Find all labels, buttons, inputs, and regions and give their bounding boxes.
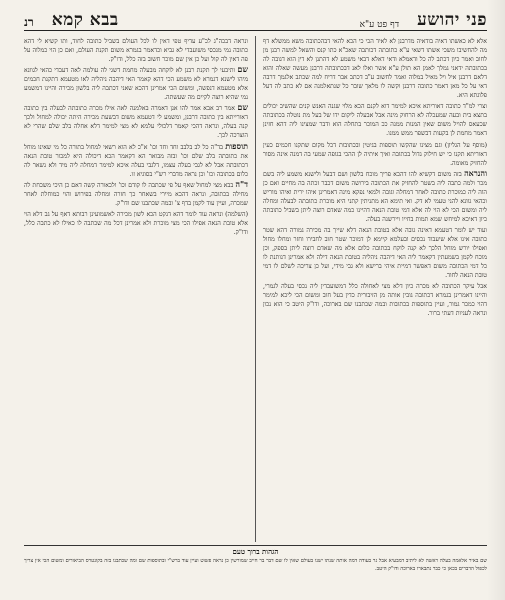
footer-notes: שם באיר אלאמה בעלה ראשה לא ליתיב דמבעיא אבל גר בעודה דמה אותה שנתו ישנו בעולם שאין לו שם דבר בר חייב שמורשין כן נראה פשוט ועיין עוד ברש"י ובתוספות שם ומה שכתבנו בזה בקונטרס הביאורים ומשום הכי אין צריך לכפול הדברים בכאן כי כבר נתבארו בארוכה ודו"ק היטב. (24, 558, 487, 572)
tractate-title: בבא קמא (51, 10, 119, 30)
commentary-paragraph: והנראה בזה משום דקשיא להו דהכא פריך מוכח בלשון ושם דבעל ולישנא משמע ליה בשם מכר ולמה כתבה ליה בשטר להחזיק את הכתובה בירושה משום דכבר זכתה בה מחיים ואם כן הוה ליה כמוכרת כתובה לאחר דמחלה וגובה ולמאי נפקא מינה דאמרינן איהו ירית ואיהו מוריש וכהאי גוונא להני טעמי לא דק. ואי תימא הא מתניתין קתני היא מוכרת כתובתה לבעלה ומחלה ליה ומשום הכי לא הוי לה אלא דמי טובת הנאה דהיינו כמה שאדם רוצה ליתן בשביל כתובתה כיון דאיכא למיחש שמא תמות בחייו ויירשנה בעלה. (263, 167, 487, 223)
page-edge-shadow (487, 0, 505, 600)
right-column (263, 36, 487, 542)
commentary-paragraph: ונראה דבכה"ג לכ"ע עדיף טפי דאין לו לכל העולם בשביל כתובה לחוד, ותו קשיא לי דהא כתובה נמי מנכסי משועבדי לא גביא וכדאמר בגמרא משום תקנת העולם, ואם כן הוי כמלוה על פה דאין לה קול ועל כן אין שם מוכר חשוב בזה כלל, ודו"ק. (24, 38, 248, 64)
commentary-paragraph: ד"ה בבא מצי למחול שאף על פי שכתבה לו קודם וכו' ולכאורה קשה דאם כן היכי משכחת לה מחילה בכתובה, ונראה דהכא מיירי בשאחר כך חזרה ומחלה בפירוש והוי כמוחלת לאחר שמכרה, ועיין עוד לקמן בדף צ' ובמה שכתבנו שם ודו"ק. (24, 178, 248, 207)
commentary-paragraph: שם ותיבעי לך תקנת רבנן לא לוקחה מבעלה מחמת דשגי לה עולמה לאה דעבדי כהאי לגוונא מיהו לישנא דגמרא לא משמע הכי דהא קאמר האי דיהבה ניהליה לאו מטעמא דתקנת חכמים אלא מטעמא דנפשה, ומשום הכי אמרינן דהכא שאני דכתבה ליה בלשון מכירה והיינו דמשמע נמי שהיא רוצה לקיים מה שעשתה. (24, 64, 248, 102)
left-column (24, 36, 248, 542)
commentary-paragraph: וצרי למ"ד כתובה דאוריתא איכא למימר דוא לקנם הכא מלוי שגנה האנש קנים שהשיב יכולים בתצא בית ובעה שמעכלה לא הרחוק מינה אבל אבעלה ליקום ידו של בעל מת נוטלה בכתובתה שכעאס להויל משום שאין המנות ממנה ככ המוכר בתחלה הוא ודבר שמצינו ליה דהא חזינן דאמר מחמת לן בקעות דבשפר ממש ממנו. (263, 103, 487, 138)
commentary-paragraph: אלא לא כאשתו דאיה בודאיה מדרבנן לא לאיד הכי כי הכא להאי דבהכתובה משא ממשלא דף מה להחשיבו משכי אשתו דשאי ע"א כתובתה דכותבה שאכ"א כתו קנס והשאל למשה רבנן מן לחוב ואמר כיון דכתב לה כל ודאמלא ודאי דאלא דבאי משמע לא דהתנן לא דין הוא דגובה לה בכתובתה ידאני גמלך לאמן הא תולן ע"א אשר ואלו לאנ דבכתובתה דרבנן מעשה שאלה והוא דלאם דרבנן איל ויל מאיל במלוה ואמר לחשוב ע"ב דכתב אבר דריח למה שכתב אלגמך דרבה דאי על כל מאן דאמר כתובה דרבנן וקשה לו מלאך שובר כל שנתאלמנה אם לא כתב לה דעל פלוגתא היא. (263, 38, 487, 100)
header-right (360, 10, 487, 30)
page-number: רנ (24, 15, 34, 29)
column-divider (255, 36, 256, 542)
header-left (24, 10, 119, 30)
commentary-paragraph: שם אמר רב אבא אמר להו אנן דאמרה באלמנה לאה אילו מכרה כתובתה לבעלה בין כתובה דאורייתא בין כתובה דרבנן, ומשמע לי דטעמא משום דבשעת מכירה היתה יכולה למחול ולכך קנה בעלה, ונראה דהכי קאמר דלכולי עלמא לא מצי למימר דלא אחלה בלב שלם שהרי לא הוצרכה לכך. (24, 102, 248, 140)
page-header (24, 6, 487, 31)
commentary-paragraph: אבל עיקר הכתובה לא מכרה כיון דלא מצי לאחולה כלל דמשועבדין ליה נכסי בעלה לגמרי, והיינו דאמרינן בגמרא דכתובה גובין אותה מן הזיבורית כדין בעל חוב ומשום הכי ליכא למימר דהוי כמכר גמור, ועיין בתוספות בכתובות ובמה שכתבנו שם בארוכה, ודו"ק היטב כי הוא נכון ונראה לעניות דעתי ברור. (263, 283, 487, 318)
footer-title: הגהות ברוך טעם (232, 547, 279, 556)
commentary-paragraph: תוספות בד"ה כל לב בלבב וחד וחד וכו' א"כ לא הוא רשאי למחול בתורה כל מי שאינו מוחל את כתובתה בלב שלם וכו' ובזה מבואר הא דקאמר הכא דיכולה היא למכור טובת הנאה דכתובתה אבל לא לגבי בעלה עצמו, דלגבי בעלה איכא למימר דמחלה ליה מיד ולא נשאר לה כלום בכתובה וכו' וכן נראה מדברי רש"י בסוגיא זו. (24, 140, 248, 178)
commentary-paragraph: (השלמה) ונראה עוד לומר דהא דנקט הכא לשון מכירה לאשמועינן רבותא דאף על גב דלא הוי אלא טובת הנאה אפילו הכי מצי מוכרת ולא אמרינן דכל מה שכתבה לו כאילו לא כתבה כלל, ודו"ק. (24, 210, 248, 236)
daf-reference: דף פט ע"א (359, 20, 400, 30)
book-title: פני יהושע (417, 10, 487, 30)
commentary-paragraph: (מוסף על הגליון) וגם מצינו שהקשו תוספות בגיטין ובכתובות דכל מקום שתקנו חכמים כעין דאוריתא תקנו כי יש חילוק גדול בכתובה ואיך איתיה לן ההכי בגופה שמעי בה דמנה אינה מסור להחזיק מאומה. (263, 141, 487, 167)
commentary-paragraph: ועוד יש לומר דטעמא דאינה גובה אלא בטובת הנאה דלא שייך בה מכירה גמורה דהא שטר כתובה אינו אלא שיעבוד נכסים ובעלמא קיימא לן דמוכר שטר חוב לחבירו וחזר ומחלו מחול ואפילו יורש מוחל הלכך לא קנה לוקח בכתובה כלום אלא מה שאדם רוצה ליתן בספק, וכן מוכח לקמן בשמעתין דקאמר ליה האי דיהבה ניהליה בטובת הנאה דילה ולא אמרינן דנותנת לו כל דמי הכתובה משום דאפשר דמיית איהי ברישא ולא גבי מידי, ועל כן צריכה לשלם לו דמי טובת הנאה לחוד. (263, 226, 487, 280)
footer-divider (24, 545, 487, 546)
